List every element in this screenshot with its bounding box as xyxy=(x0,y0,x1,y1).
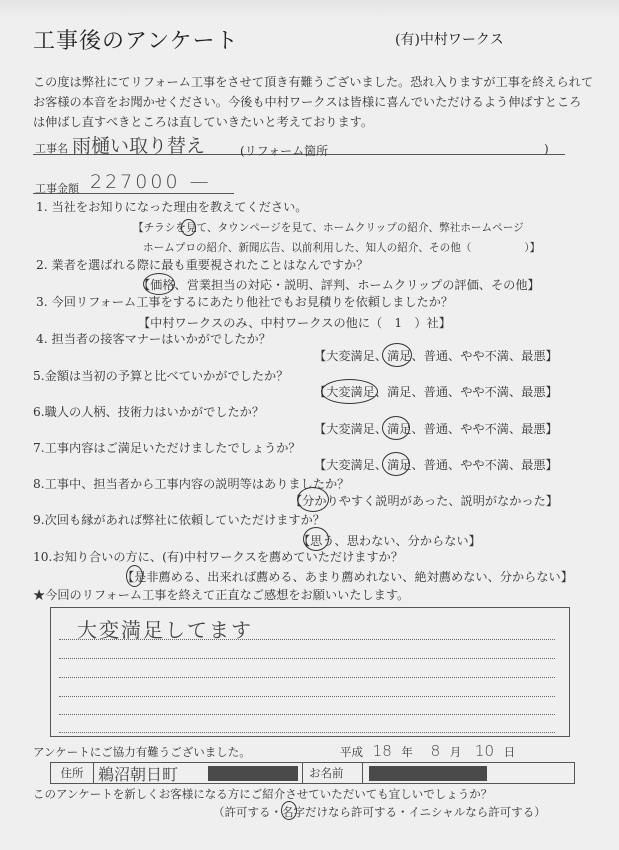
thanks-text: アンケートにご協力有難うございました。 xyxy=(33,745,251,759)
contact-table xyxy=(50,762,575,784)
intro-text: この度は弊社にてリフォーム工事をさせて頂き有難うございました。恐れ入りますが工事を終えられてお客様の本音をお聞かせください。今後も中村ワークスは皆様に喜んでいただけるよう伸ばすところは伸ばし直すべきところは直していきたいと考えております。 xyxy=(33,75,594,129)
question-text: 業者を選ばれる際に最も重要視されたことはなんですか？ xyxy=(51,258,369,272)
question-number: 1. xyxy=(36,200,48,214)
question-4-options[interactable]: 【大変満足、満足、普通、やや不満、最悪】 xyxy=(314,349,558,363)
name-label: お名前 xyxy=(303,763,363,783)
comment-box[interactable] xyxy=(50,607,570,737)
question-text: 工事内容はご満足いただけましたでしょうか？ xyxy=(44,441,301,455)
question-number: 9. xyxy=(33,513,45,527)
date-field[interactable] xyxy=(340,742,515,760)
question-number: 8. xyxy=(33,477,45,491)
question-text: 当社をお知りになった理由を教えてください。 xyxy=(51,200,308,214)
address-value: 鵜沼朝日町 xyxy=(98,764,179,784)
question-5-options[interactable]: 【大変満足、満足、普通、やや不満、最悪】 xyxy=(314,385,558,399)
work-name-hint-close: ) xyxy=(544,142,549,156)
question-3-options[interactable]: 【中村ワークスのみ、中村ワークスの他に（ 1 ）社】 xyxy=(138,316,451,330)
question-3 xyxy=(36,293,453,310)
question-8-options[interactable]: 【分かりやすく説明があった、説明がなかった】 xyxy=(290,494,559,508)
question-number: 4. xyxy=(36,332,48,346)
question-text: お知り合いの方に、(有)中村ワークスを薦めていただけますか？ xyxy=(52,550,404,564)
question-text: 次回も縁があれば弊社に依頼していただけますか？ xyxy=(44,513,325,527)
address-label: 住所 xyxy=(51,763,94,783)
question-text: 職人の人柄、技術力はいかがでしたか？ xyxy=(44,405,265,419)
permission-question: このアンケートを新しくお客様になる方にご紹介させていただいても宜しいでしょうか？ xyxy=(33,787,493,801)
name-field[interactable] xyxy=(363,763,574,783)
comment-line xyxy=(59,732,555,733)
question-4 xyxy=(36,330,271,347)
question-1-options-line2[interactable]: ホームプロの紹介、新聞広告、以前利用した、知人の紹介、その他（ ）】 xyxy=(143,242,541,254)
comment-line xyxy=(59,677,555,678)
question-number: 6. xyxy=(33,405,45,419)
question-8 xyxy=(33,475,349,492)
date-month: 8 xyxy=(430,742,441,760)
question-9 xyxy=(33,511,325,528)
question-6 xyxy=(33,403,264,420)
question-text: 今回リフォーム工事をするにあたり他社でもお見積りを依頼しましたか？ xyxy=(51,295,454,309)
question-text: 金額は当初の予算と比べていかがでしたか？ xyxy=(44,369,289,383)
year-label: 年 xyxy=(401,745,413,759)
question-9-options[interactable]: 【思う、思わない、分からない】 xyxy=(298,534,481,548)
company-name: (有)中村ワークス xyxy=(395,32,504,48)
question-1-options-line1[interactable]: 【チラシを見て、タウンページを見て、ホームクリップの紹介、弊社ホームページ xyxy=(133,222,524,234)
question-number: 7. xyxy=(33,441,45,455)
question-number: 5. xyxy=(33,369,45,383)
permission-options[interactable]: （許可する・名字だけなら許可する・イニシャルなら許可する） xyxy=(213,805,546,819)
redacted-block xyxy=(208,766,298,781)
redacted-block xyxy=(369,766,487,781)
month-label: 月 xyxy=(449,745,462,759)
question-number: 2. xyxy=(36,258,48,272)
question-5 xyxy=(33,367,288,384)
question-7-options[interactable]: 【大変満足、満足、普通、やや不満、最悪】 xyxy=(314,458,558,472)
work-amount-label: 工事金額 xyxy=(35,182,79,195)
question-number: 3. xyxy=(36,295,48,309)
question-text: 工事中、担当者から工事内容の説明等はありましたか？ xyxy=(44,477,350,491)
work-name-hint: (リフォーム箇所 xyxy=(240,144,329,158)
day-label: 日 xyxy=(503,745,516,759)
question-10 xyxy=(33,548,403,565)
question-6-options[interactable]: 【大変満足、満足、普通、やや不満、最悪】 xyxy=(314,422,558,436)
question-7 xyxy=(33,439,301,456)
comment-line xyxy=(59,658,555,659)
question-10-options[interactable]: 【是非薦める、出来れば薦める、あまり薦めれない、絶対薦めない、分からない】 xyxy=(122,570,573,584)
comment-value: 大変満足してます xyxy=(77,618,253,642)
form-title: 工事後のアンケート xyxy=(33,29,239,54)
work-amount-value: 227000 — xyxy=(90,171,212,193)
date-year: 18 xyxy=(372,742,392,760)
comment-prompt: ★今回のリフォーム工事を終えて正直なご感想をお願いいたします。 xyxy=(33,588,410,602)
comment-line xyxy=(59,714,555,715)
question-2 xyxy=(36,256,368,273)
question-text: 担当者の接客マナーはいかがでしたか？ xyxy=(51,332,271,346)
question-number: 10. xyxy=(33,550,53,564)
date-day: 10 xyxy=(474,742,495,760)
work-name-value: 雨樋い取り替え xyxy=(72,135,206,157)
question-2-options[interactable]: 【価格、営業担当の対応・説明、評判、ホームクリップの評価、その他】 xyxy=(138,278,540,292)
work-name-label: 工事名 xyxy=(35,142,68,155)
date-era: 平成 xyxy=(340,745,363,759)
comment-line xyxy=(59,696,555,697)
question-1 xyxy=(36,198,307,215)
address-field[interactable] xyxy=(94,763,303,783)
